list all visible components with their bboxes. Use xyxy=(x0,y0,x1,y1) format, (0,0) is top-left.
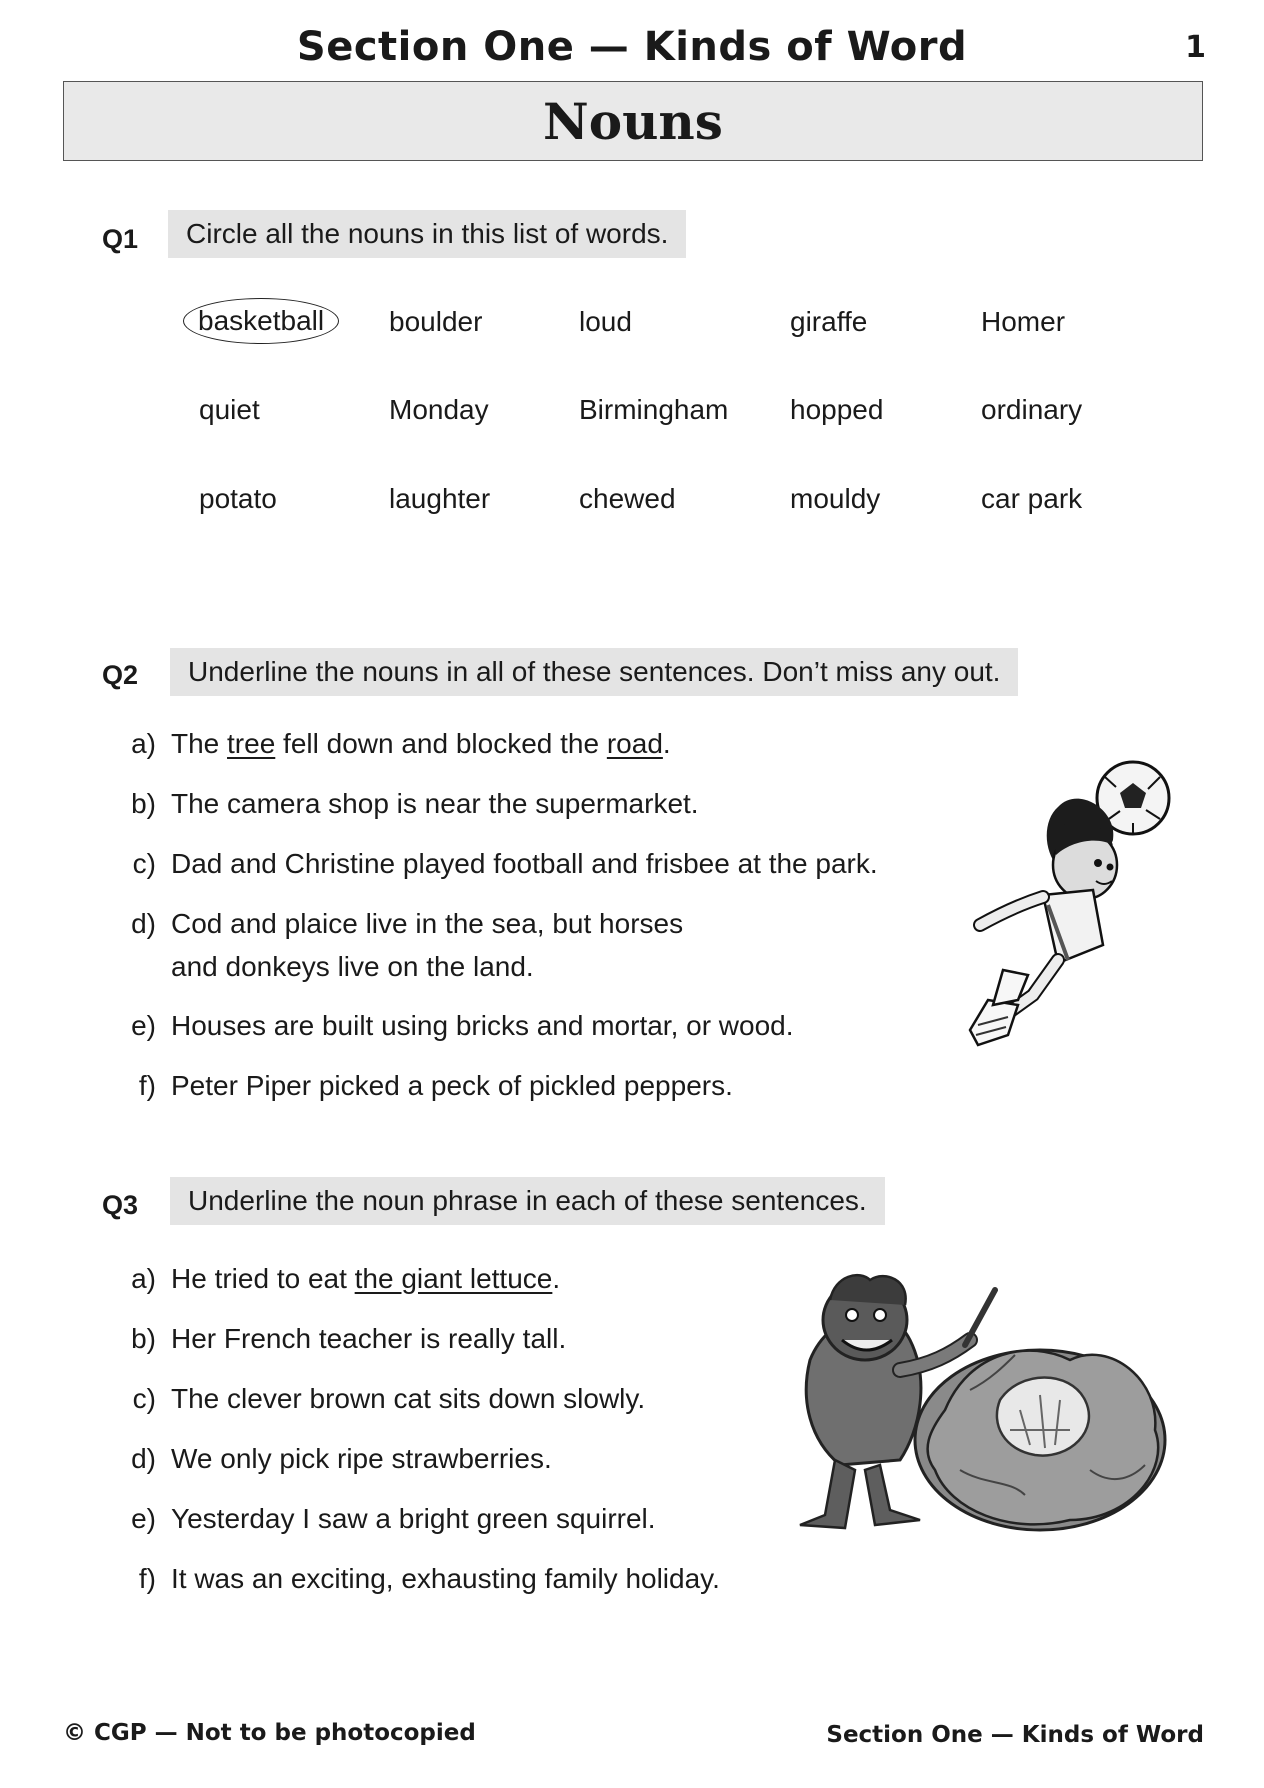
q3-item-e[interactable]: e) Yesterday I saw a bright green squirrel. xyxy=(131,1503,656,1534)
word-item[interactable]: Monday xyxy=(389,394,489,425)
giant-eating-lettuce-illustration xyxy=(770,1270,1175,1540)
word-item[interactable]: potato xyxy=(199,483,277,514)
underlined-noun: tree xyxy=(227,728,276,759)
word-basketball[interactable]: basketball xyxy=(183,298,339,344)
word-item[interactable]: Birmingham xyxy=(579,394,729,425)
q3-item-f[interactable]: f) It was an exciting, exhausting family holiday. xyxy=(138,1563,720,1594)
page-title: Nouns xyxy=(543,92,723,151)
q2-label: Q2 xyxy=(102,660,139,690)
word-item[interactable]: giraffe xyxy=(790,306,868,337)
section-title: Section One — Kinds of Word xyxy=(296,24,968,70)
q3-item-d[interactable]: d) We only pick ripe strawberries. xyxy=(131,1443,552,1474)
q2-item-d[interactable]: d) Cod and plaice live in the sea, but horses and donkeys live on the land. xyxy=(131,908,684,982)
word-item[interactable]: ordinary xyxy=(981,394,1083,425)
q3-item-a[interactable]: a) He tried to eat the giant lettuce. xyxy=(131,1263,561,1294)
underlined-noun: road xyxy=(606,728,663,759)
word-item[interactable]: quiet xyxy=(199,394,260,425)
q2-instruction: Underline the nouns in all of these sentences. Don’t miss any out. xyxy=(170,648,1018,696)
q2-item-f[interactable]: f) Peter Piper picked a peck of pickled peppers. xyxy=(138,1070,733,1101)
word-item[interactable]: loud xyxy=(579,306,632,337)
q3-label: Q3 xyxy=(102,1190,139,1220)
q2-item-a[interactable]: a) The tree fell down and blocked the road. xyxy=(131,728,671,759)
q3-instruction: Underline the noun phrase in each of these sentences. xyxy=(170,1177,885,1225)
q3-item-c[interactable]: c) The clever brown cat sits down slowly. xyxy=(132,1383,646,1414)
boy-heading-football-illustration xyxy=(948,755,1178,1055)
q2-item-c[interactable]: c) Dad and Christine played football and frisbee at the park. xyxy=(132,848,878,879)
q1-label: Q1 xyxy=(102,224,139,254)
page-title-box xyxy=(63,81,1203,161)
footer-copyright: © CGP — Not to be photocopied xyxy=(63,1720,476,1746)
q3-item-b[interactable]: b) Her French teacher is really tall. xyxy=(131,1323,567,1354)
word-item[interactable]: chewed xyxy=(579,483,676,514)
word-item[interactable]: Homer xyxy=(981,306,1066,337)
word-item[interactable]: laughter xyxy=(389,483,491,514)
word-item[interactable]: boulder xyxy=(389,306,483,337)
q2-item-b[interactable]: b) The camera shop is near the supermarket. xyxy=(131,788,699,819)
underlined-noun-phrase: the giant lettuce xyxy=(354,1263,553,1294)
word-item[interactable]: hopped xyxy=(790,394,884,425)
page-number: 1 xyxy=(1185,30,1206,65)
q2-item-e[interactable]: e) Houses are built using bricks and mortar, or wood. xyxy=(131,1010,794,1041)
word-item[interactable]: car park xyxy=(981,483,1083,514)
q1-instruction: Circle all the nouns in this list of words. xyxy=(168,210,686,258)
word-item[interactable]: mouldy xyxy=(790,483,881,514)
footer-section: Section One — Kinds of Word xyxy=(826,1722,1204,1748)
